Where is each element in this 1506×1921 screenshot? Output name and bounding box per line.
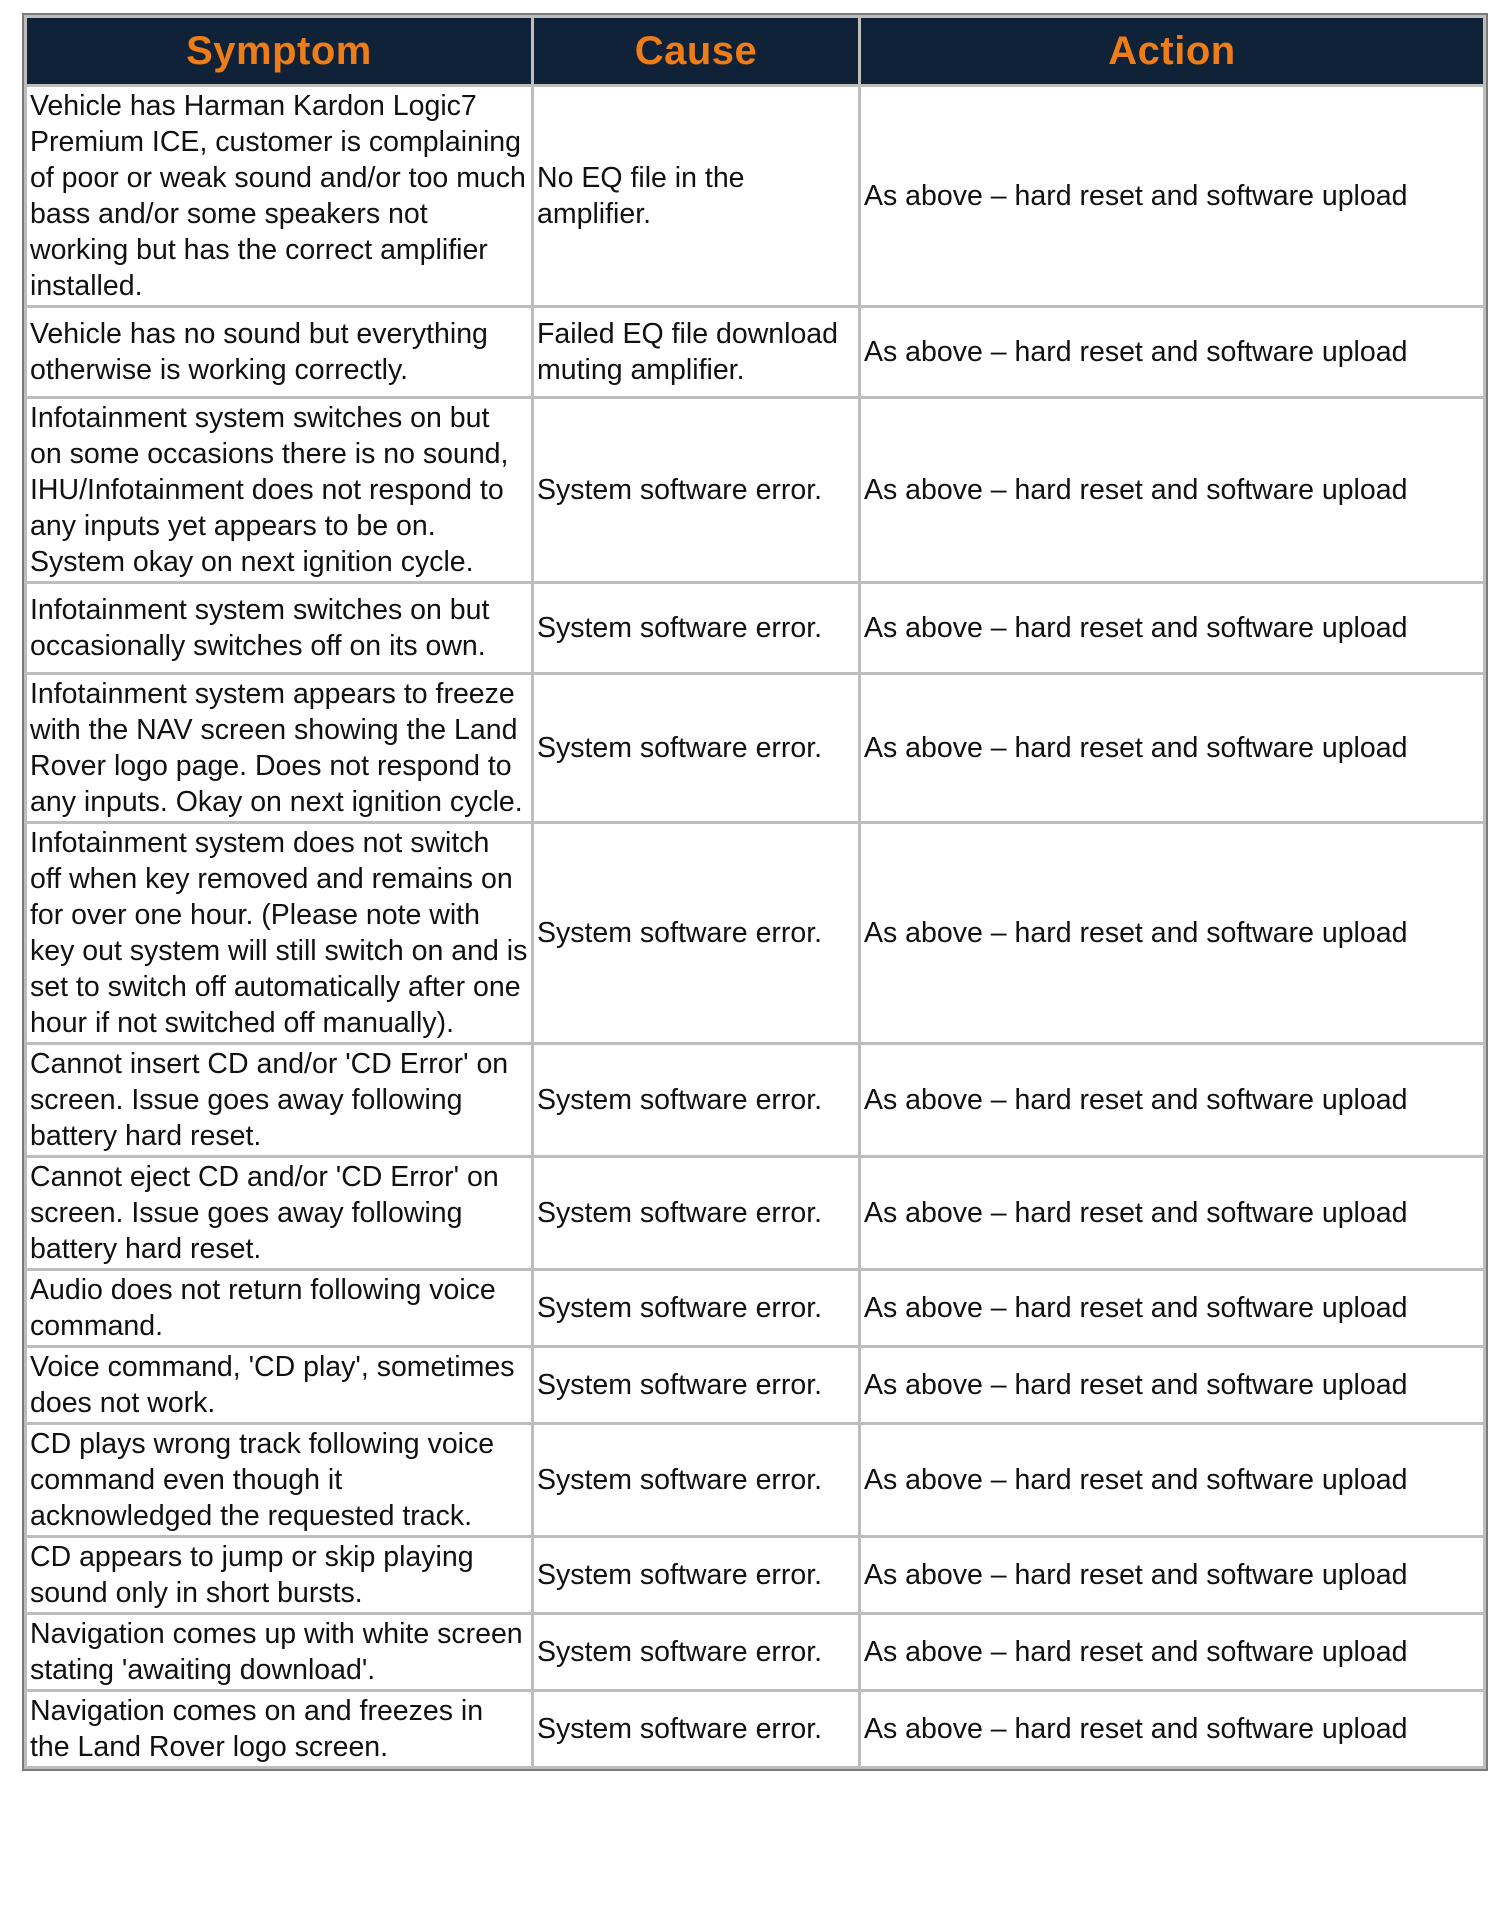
header-symptom: Symptom <box>27 18 531 84</box>
table-row <box>27 399 1483 581</box>
table-row <box>27 1271 1483 1345</box>
symptom-cell: CD appears to jump or skip playing sound only in short bursts. <box>27 1538 531 1612</box>
cause-cell: System software error. <box>534 824 858 1042</box>
symptom-cell: Infotainment system switches on but occasionally switches off on its own. <box>27 584 531 672</box>
action-cell: As above – hard reset and software upload <box>861 1158 1483 1268</box>
cause-cell: System software error. <box>534 1425 858 1535</box>
table-row <box>27 584 1483 672</box>
table-row <box>27 1615 1483 1689</box>
action-cell: As above – hard reset and software upload <box>861 675 1483 821</box>
action-cell: As above – hard reset and software upload <box>861 1271 1483 1345</box>
cause-cell: System software error. <box>534 1348 858 1422</box>
header-action: Action <box>861 18 1483 84</box>
table-row <box>27 824 1483 1042</box>
cause-cell: System software error. <box>534 1692 858 1766</box>
table-row <box>27 1538 1483 1612</box>
cause-cell: System software error. <box>534 584 858 672</box>
action-cell: As above – hard reset and software upload <box>861 87 1483 305</box>
action-cell: As above – hard reset and software upload <box>861 308 1483 396</box>
action-cell: As above – hard reset and software upload <box>861 399 1483 581</box>
table-row <box>27 308 1483 396</box>
action-cell: As above – hard reset and software upload <box>861 1348 1483 1422</box>
action-cell: As above – hard reset and software upload <box>861 1425 1483 1535</box>
table-row <box>27 1045 1483 1155</box>
troubleshooting-table <box>22 13 1488 1771</box>
symptom-cell: Navigation comes on and freezes in the Land Rover logo screen. <box>27 1692 531 1766</box>
cause-cell: No EQ file in the amplifier. <box>534 87 858 305</box>
action-cell: As above – hard reset and software upload <box>861 1692 1483 1766</box>
symptom-cell: Navigation comes up with white screen stating 'awaiting download'. <box>27 1615 531 1689</box>
symptom-cell: Vehicle has Harman Kardon Logic7 Premium ICE, customer is complaining of poor or weak sound and/or too much bass and/or some speakers not working but has the correct amplifier installed. <box>27 87 531 305</box>
table-row <box>27 1158 1483 1268</box>
cause-cell: System software error. <box>534 399 858 581</box>
action-cell: As above – hard reset and software upload <box>861 1538 1483 1612</box>
header-row <box>27 18 1483 84</box>
symptom-cell: Cannot eject CD and/or 'CD Error' on screen. Issue goes away following battery hard reset. <box>27 1158 531 1268</box>
header-cause: Cause <box>534 18 858 84</box>
table-row <box>27 1425 1483 1535</box>
cause-cell: System software error. <box>534 1271 858 1345</box>
cause-cell: System software error. <box>534 1615 858 1689</box>
table-row <box>27 87 1483 305</box>
cause-cell: System software error. <box>534 675 858 821</box>
symptom-cell: CD plays wrong track following voice command even though it acknowledged the requested track. <box>27 1425 531 1535</box>
cause-cell: System software error. <box>534 1045 858 1155</box>
table-row <box>27 1692 1483 1766</box>
symptom-cell: Audio does not return following voice command. <box>27 1271 531 1345</box>
table-row <box>27 1348 1483 1422</box>
table-row <box>27 675 1483 821</box>
cause-cell: System software error. <box>534 1538 858 1612</box>
symptom-cell: Infotainment system appears to freeze with the NAV screen showing the Land Rover logo page. Does not respond to any inputs. Okay on next ignition cycle. <box>27 675 531 821</box>
symptom-cell: Cannot insert CD and/or 'CD Error' on screen. Issue goes away following battery hard reset. <box>27 1045 531 1155</box>
action-cell: As above – hard reset and software upload <box>861 824 1483 1042</box>
symptom-cell: Infotainment system switches on but on some occasions there is no sound, IHU/Infotainment does not respond to any inputs yet appears to be on. System okay on next ignition cycle. <box>27 399 531 581</box>
symptom-cell: Vehicle has no sound but everything otherwise is working correctly. <box>27 308 531 396</box>
action-cell: As above – hard reset and software upload <box>861 1615 1483 1689</box>
action-cell: As above – hard reset and software upload <box>861 1045 1483 1155</box>
action-cell: As above – hard reset and software upload <box>861 584 1483 672</box>
cause-cell: Failed EQ file download muting amplifier. <box>534 308 858 396</box>
symptom-cell: Infotainment system does not switch off when key removed and remains on for over one hour. (Please note with key out system will still switch on and is set to switch off automatically after one hour if not switched off manually). <box>27 824 531 1042</box>
cause-cell: System software error. <box>534 1158 858 1268</box>
symptom-cell: Voice command, 'CD play', sometimes does not work. <box>27 1348 531 1422</box>
